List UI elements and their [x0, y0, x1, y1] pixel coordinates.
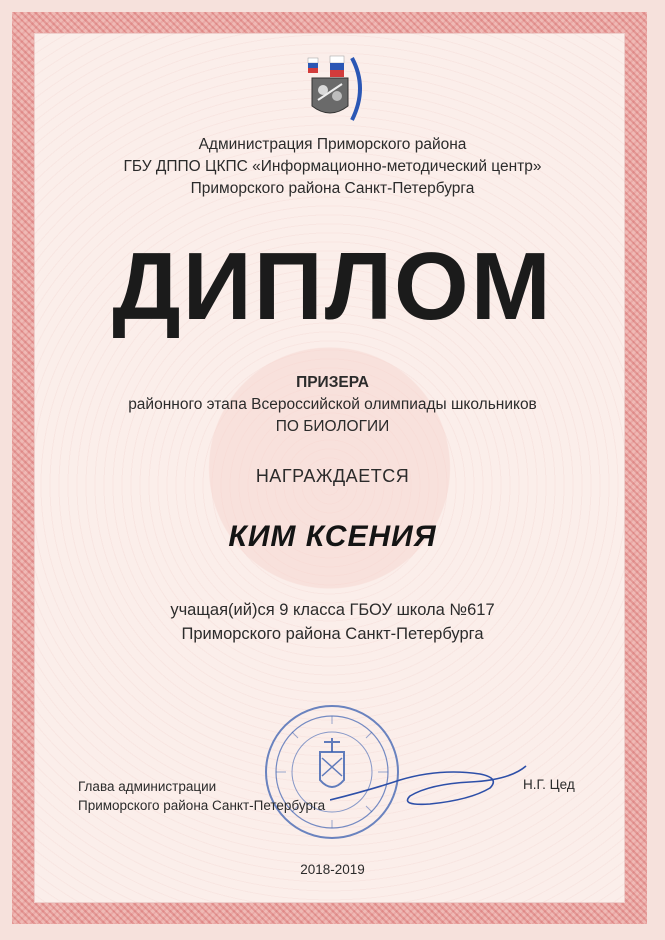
signatory-title-line-2: Приморского района Санкт-Петербурга	[78, 798, 326, 813]
academic-year: 2018-2019	[300, 862, 365, 877]
study-line-1: учащая(ий)ся 9 класса ГБОУ школа №617	[170, 601, 495, 619]
organization-line-1: Администрация Приморского района	[198, 136, 467, 153]
award-level: ПРИЗЕРА	[296, 374, 369, 391]
awarded-label: НАГРАЖДАЕТСЯ	[255, 466, 410, 486]
handwritten-signature	[330, 760, 530, 820]
subject: ПО БИОЛОГИИ	[275, 418, 390, 435]
organization-line-3: Приморского района Санкт-Петербурга	[190, 180, 475, 197]
organization-line-2: ГБУ ДППО ЦКПС «Информационно-методический центр»	[123, 158, 542, 175]
recipient-name: КИМ КСЕНИЯ	[228, 520, 437, 553]
signatory-title-line-1: Глава администрации	[78, 779, 217, 794]
study-info	[0, 598, 665, 646]
signatory-title	[78, 777, 325, 815]
organization-block	[0, 134, 665, 200]
subtitle-block	[0, 372, 665, 438]
olympiad-logo	[290, 48, 380, 130]
signatory-name: Н.Г. Цед	[523, 777, 575, 792]
olympiad-stage: районного этапа Всероссийской олимпиады школьников	[128, 396, 537, 413]
study-line-2: Приморского района Санкт-Петербурга	[181, 625, 484, 643]
diploma-title: ДИПЛОМ	[112, 233, 553, 340]
